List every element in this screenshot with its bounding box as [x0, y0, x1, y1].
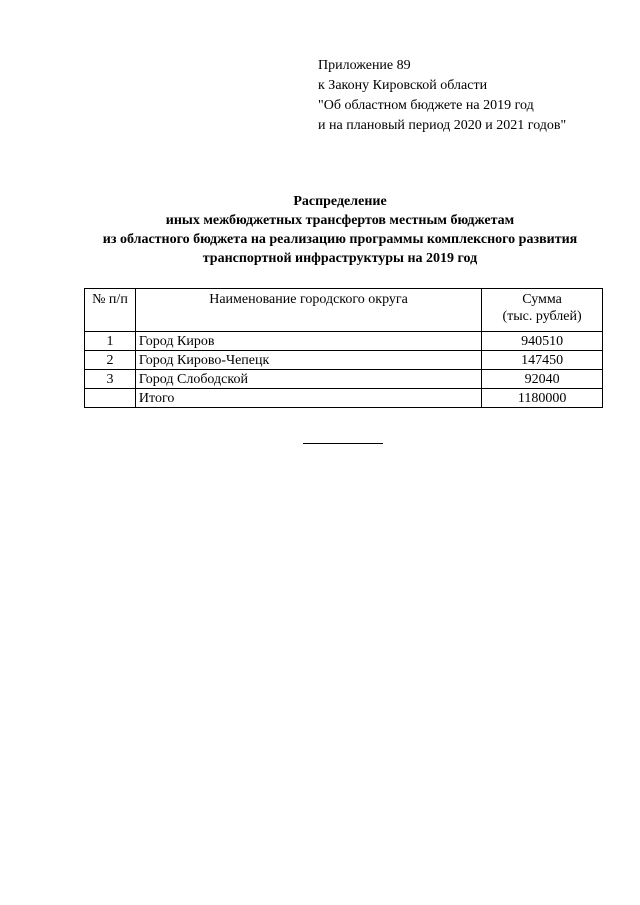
- table-total-row: [85, 389, 603, 408]
- title-line-1: Распределение: [293, 194, 387, 209]
- document-title: [40, 192, 640, 268]
- annex-header: [318, 56, 566, 136]
- table-header-row: [85, 289, 603, 332]
- table-row: [85, 370, 603, 389]
- title-line-4: транспортной инфраструктуры на 2019 год: [202, 251, 478, 266]
- header-sum-label: Сумма: [522, 292, 562, 307]
- annex-law-title: "Об областном бюджете на 2019 год: [318, 98, 534, 113]
- annex-law: к Закону Кировской области: [318, 78, 488, 93]
- row-sum: 92040: [482, 370, 603, 389]
- row-sum: 147450: [482, 351, 603, 370]
- row-num: 2: [85, 351, 136, 370]
- header-num: № п/п: [85, 289, 136, 332]
- header-sum: [482, 289, 603, 332]
- table-row: [85, 351, 603, 370]
- row-name: Город Кирово-Чепецк: [135, 351, 481, 370]
- title-line-2: иных межбюджетных трансфертов местным бюджетам: [165, 213, 515, 228]
- total-sum: 1180000: [482, 389, 603, 408]
- table-row: [85, 332, 603, 351]
- title-line-3: из областного бюджета на реализацию программы комплексного развития: [102, 232, 578, 247]
- header-sum-unit: (тыс. рублей): [502, 309, 582, 324]
- end-separator-line: [303, 443, 383, 444]
- total-num: [85, 389, 136, 408]
- header-name: Наименование городского округа: [135, 289, 481, 332]
- row-name: Город Слободской: [135, 370, 481, 389]
- row-name: Город Киров: [135, 332, 481, 351]
- row-sum: 940510: [482, 332, 603, 351]
- annex-number: Приложение 89: [318, 58, 411, 73]
- row-num: 3: [85, 370, 136, 389]
- distribution-table: [84, 288, 603, 408]
- total-label: Итого: [135, 389, 481, 408]
- annex-law-period: и на плановый период 2020 и 2021 годов": [318, 118, 567, 133]
- row-num: 1: [85, 332, 136, 351]
